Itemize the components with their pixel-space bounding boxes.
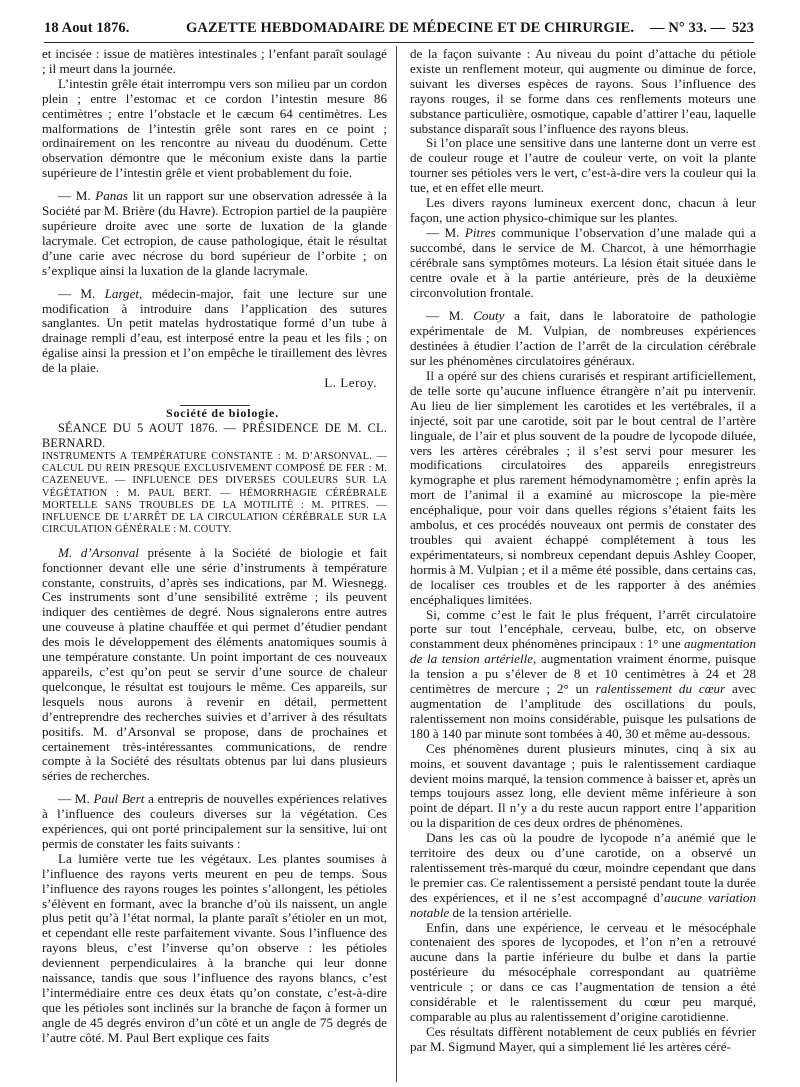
- paragraph-text: Si, comme c’est le fait le plus fréquent, l’arrêt circulatoire porte sur tout l’encéphale, cerveau, bulbe, etc, on observe constamment deux phénomènes principaux : 1° une: [410, 606, 756, 652]
- paragraph: Si l’on place une sensitive dans une lanterne dont un verre est de couleur rouge et l’autre de couleur verte, on voit la plante tourner ses pétioles vers le vert, c’est-à-dire vers la couleur qui la tue, et en effet elle meurt.: [410, 135, 756, 196]
- header-rule: [44, 42, 754, 43]
- paragraph: Ces phénomènes durent plusieurs minutes, cinq à six au moins, et souvent davantage ; puis le ralentissement cardiaque devient moins marqué, la tension commence à baisser et, après un temps toujours assez long, elle devient même inférieure à son point de départ. Il n’y a du reste aucun rapport entre l’apparition ou la disparition de ces deux ordres de phénomènes.: [410, 740, 756, 831]
- section-title: Société de biologie.: [166, 405, 279, 420]
- session-heading: SÉANCE DU 5 AOUT 1876. — PRÉSIDENCE DE M. CL. BERNARD.: [42, 420, 387, 450]
- issue-number: — N° 33. —: [650, 20, 726, 36]
- page-number: 523: [731, 20, 754, 36]
- author-name: Larget: [104, 285, 140, 301]
- author-name: Pitres: [464, 224, 496, 240]
- emphasis: augmentation de la tension artérielle: [410, 636, 756, 667]
- author-name: Paul Bert: [93, 791, 145, 807]
- paragraph: [42, 546, 387, 785]
- author-name: Panas: [95, 188, 128, 204]
- paragraph-text: communique l’observation d’une malade qui a succombé, dans le service de M. Charcot, à une hémorrhagie cérébrale sans symptômes moteurs. La lésion était située dans le centre ovale et à la partie antérieure, près de la deuxième circonvolution frontale.: [410, 224, 756, 300]
- session-summary: INSTRUMENTS A TEMPÉRATURE CONSTANTE : M. D’ARSONVAL. — CALCUL DU REIN PRESQUE EXCLUSIVEMENT COMPOSÉ DE FER : M. CAZENEUVE. — INFLUENCE DES DIVERSES COULEURS SUR LA VÉGÉTATION : M. PAUL BERT. — HÉMORRHAGIE CÉRÉBRALE MORTELLE SANS TROUBLES DE LA MOTILITÉ : M. PITRES. — INFLUENCE DE L’ARRÊT DE LA CIRCULATION CÉRÉBRALE SUR LA CIRCULATION GÉNÉRALE : M. COUTY.: [42, 450, 387, 536]
- paragraph: L’intestin grêle était interrompu vers son milieu par un cordon plein ; entre l’estomac et ce cordon l’intestin mesure 86 centimètres ; entre l’obstacle et le cæcum 64 centimètres. Les malformations de l’intestin grêle sont rares en ce point ; ordinairement on les rencontre au niveau du duodénum. Cette observation démontre que le méconium existe dans la partie supérieure de l’intestin grêle et vient probablement du foie.: [42, 75, 387, 181]
- paragraph: Les divers rayons lumineux exercent donc, chacun à leur façon, une action physico-chimique sur les plantes.: [410, 195, 756, 225]
- emphasis: aucune variation notable: [410, 889, 757, 920]
- signature: L. Leroy.: [324, 375, 377, 391]
- paragraph-text: a fait, dans le laboratoire de pathologie expérimentale de M. Vulpian, de nombreuses expériences destinées à étudier l’action de l’arrêt de la circulation cérébrale sur les phénomènes circulatoires généraux.: [410, 308, 756, 369]
- dash-prefix: — M.: [58, 791, 94, 807]
- dash-prefix: — M.: [426, 224, 465, 240]
- paragraph: La lumière verte tue les végétaux. Les plantes soumises à l’influence des rayons verts meurent en peu de temps. Sous l’influence des rayons rouges les pointes s’allongent, les pétioles s’élèvent en formant, avec la branche d’où ils naissent, un angle plus petit qu’à l’état normal, la plante paraît s’étioler en un mot, et cependant elle reste parfaitement vivante. Sous l’influence des rayons bleus, c’est l’inverse qu’on observe : les pétioles deviennent perpendiculaires à la branche qui leur donne naissance, tandis que sous l’influence des rayons blancs, c’est l’intermédiaire entre ces deux états qu’on constate, c’est-à-dire que les pétioles sont inclinés sur la branche de façon à former un angle de 45 degrés environ d’un côté et un angle de 75 degrés de l’autre côté. M. Paul Bert explique ces faits: [42, 850, 387, 1045]
- author-name: Couty: [473, 308, 505, 324]
- paragraph: [410, 226, 756, 301]
- issue-date: 18 Aout 1876.: [44, 20, 130, 36]
- paragraph-text: , médecin-major, fait une lecture sur une modification à introduire dans l’application des sutures sanglantes. Un petit matelas hydrostatique formé d’un tube à drainage rempli d’eau, est interposé entre la peau et les fils ; on égalise ainsi la pression et l’on empêche le tiraillement des lèvres de la plaie.: [42, 285, 387, 376]
- right-column: [410, 47, 756, 1055]
- paragraph: [42, 792, 387, 852]
- paragraph-text: , augmentation vraiment énorme, puisque la tension a pu s’élever de 8 et 10 centimètres à 24 et 28 centimètres de mercure ; 2° un: [410, 651, 756, 697]
- paragraph-text: lit un rapport sur une observation adressée à la Société par M. Brière (du Havre). Ectropion partiel de la paupière supérieure droite avec une sorte de luxation de la glande lacrymale. Cet ectropion, de cause pathologique, était le résultat d’une carie avec nécrose du bord supérieur de l’orbite ; on s’explique ainsi la luxation de la glande lacrymale.: [42, 188, 387, 278]
- dash-prefix: — M.: [58, 188, 96, 204]
- journal-title: GAZETTE HEBDOMADAIRE DE MÉDECINE ET DE CHIRURGIE.: [186, 20, 635, 36]
- paragraph-text: a entrepris de nouvelles expériences relatives à l’influence des couleurs diverses sur la végétation. Ces expériences, qui ont porté principalement sur la sensitive, lui ont permis de constater les faits suivants :: [42, 791, 387, 851]
- paragraph: et incisée : issue de matières intestinales ; l’enfant paraît soulagé ; il meurt dans la journée.: [42, 46, 387, 76]
- paragraph: Ces résultats diffèrent notablement de ceux publiés en février par M. Sigmund Mayer, qui a simplement lié les artères céré-: [410, 1023, 756, 1054]
- left-column: [42, 47, 387, 1046]
- paragraph: Enfin, dans une expérience, le cerveau et le mésocéphale contenaient des spores de lycopodes, et l’on n’en a retrouvé aucune dans la partie inférieure du bulbe et dans la partie postérieure du mésocéphale correspondant au quatrième ventricule ; or dans ce cas l’augmentation de tension a été considérable et le ralentissement du cœur peu marqué, comparable au plus au ralentissement d’origine carotidienne.: [410, 919, 756, 1024]
- paragraph: [42, 189, 387, 278]
- paragraph: [410, 608, 756, 742]
- paragraph-text: de la tension artérielle.: [449, 904, 572, 920]
- paragraph-text: présente à la Société de biologie et fait fonctionner devant elle une série d’instruments à température constante, construits, d’après ses indications, par M. Wiesnegg. Ces instruments sont d’une sensibilité extrême ; ils peuvent indiquer des centièmes de degré. Nous signalerons entre autres une couveuse à platine chauffée et qui permet d’étudier pendant des mois le développement des éléments anatomiques soumis à une température constante. Un point important de ces nouveaux appareils, c’est qu’on peut se servir d’une source de chaleur quelconque, le résultat est toujours le même. Ces appareils, sur lesquels nous aurons à revenir en détail, permettent d’entreprendre des recherches suivies et d’arriver à des résultats positifs. M. d’Arsonval se propose, dans de prochaines et certainement très-intéressantes communications, de rendre compte à la Société des résultats obtenus par lui dans plusieurs séries de recherches.: [42, 544, 387, 784]
- emphasis: ralentissement du cœur: [595, 681, 726, 697]
- dash-prefix: — M.: [58, 285, 105, 301]
- paragraph: [42, 287, 387, 376]
- paragraph: [410, 309, 756, 369]
- column-divider: [396, 46, 397, 1082]
- paragraph: Il a opéré sur des chiens curarisés et respirant artificiellement, de telle sorte qu’aucune influence étrangère n’ait pu intervenir. Au lieu de lier simplement les carotides et les vertébrales, il a injecté, soit par une carotide, soit par le bout central de l’artère linguale, de l’air et plus souvent de la poudre de lycopode diluée, vers les artères cérébrales ; il s’est servi pour mesurer les modifications circulatoires des appareils enregistreurs kymographe et plus rarement hémodynamomètre ; enfin après la mort de l’animal il a examiné au microscope la pie-mère encéphalique, pour voir dans quelles régions s’étaient faits les ambolus, et ces procédés nouveaux ont permis de constater des troubles qui avaient échappé complétement à tous les expérimentateurs, si nombreux cependant depuis Ashley Cooper, hormis à M. Vulpian ; et il a même été possible, dans certains cas, de localiser ces troubles et de les rapporter à des anémies encéphaliques limitées.: [410, 368, 756, 607]
- paragraph-text: avec augmentation de l’amplitude des oscillations du pouls, ralentissement non moins considérable, puisque les pulsations de 180 à 140 par minute sont tombées à 40, 30 et même au-dessous.: [410, 681, 756, 741]
- paragraph-text: Dans les cas où la poudre de lycopode n’a anémié que le territoire des deux ou d’une carotide, on a observé un ralentissement très-marqué du cœur, moindre cependant que dans le premier cas. Ce ralentissement a persisté pendant toute la durée des expériences, et il ne s’est accompagné d’: [410, 830, 756, 905]
- paragraph: [410, 831, 756, 920]
- author-name: M. d’Arsonval: [58, 544, 139, 560]
- dash-prefix: — M.: [426, 308, 474, 324]
- paragraph: de la façon suivante : Au niveau du point d’attache du pétiole existe un renflement moteur, qui augmente ou diminue de force, suivant les diverses espèces de rayons. Sous l’influence des rayons rouges, il se forme dans ces renflements moteurs une substance particulière, osmotique, capable d’attirer l’eau, laquelle substance disparaît sous l’influence des rayons bleus.: [410, 46, 756, 136]
- page-header: [44, 8, 754, 38]
